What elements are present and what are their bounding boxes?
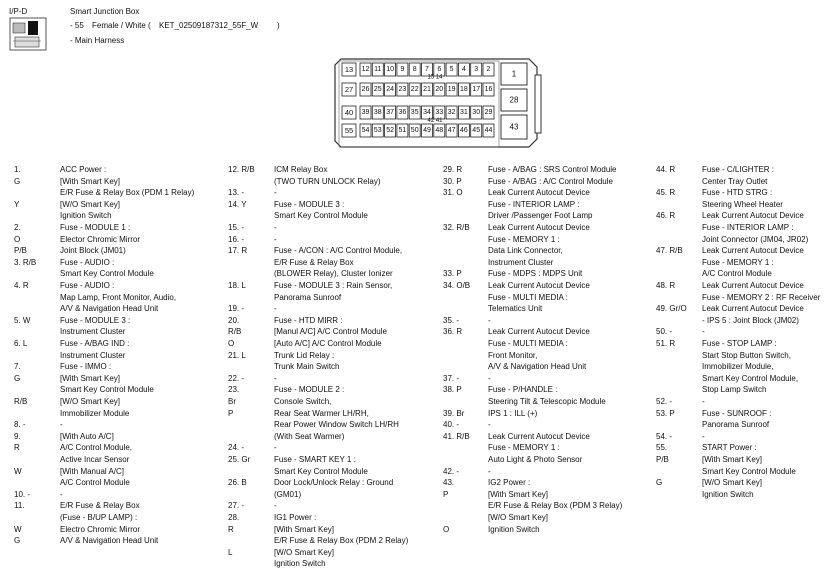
pin-description: Fuse - MDPS : MDPS Unit xyxy=(488,269,583,279)
pin-number: 9 xyxy=(400,66,405,73)
pin-label: 3. R/B xyxy=(14,257,37,267)
pin-description: Fuse - MEMORY 1 : xyxy=(702,257,774,267)
pin-number: 27 xyxy=(344,85,354,94)
pin-label: R xyxy=(228,524,234,534)
pin-label: 4. R xyxy=(14,281,29,290)
pin-number: 17 xyxy=(472,86,481,93)
pin-description: Fuse - IMMO : xyxy=(60,362,112,372)
pin-description: [Auto A/C] A/C Control Module xyxy=(274,339,382,348)
pin-label: 53. P xyxy=(656,408,675,418)
connector-type: Female / White ( xyxy=(92,21,151,30)
pin-description: [With Smart Key] xyxy=(702,455,763,464)
pin-description: Fuse - MEMORY 1 : xyxy=(488,234,560,244)
connector-spec-close: ) xyxy=(277,21,280,30)
pin-label: 31. O xyxy=(443,188,463,198)
pin-description: Leak Current Autocut Device xyxy=(702,281,804,290)
pin-label: 29. R xyxy=(443,165,463,174)
pin-label: 30. P xyxy=(443,176,462,186)
pin-label: 26. B xyxy=(228,478,247,488)
pin-label: 7. xyxy=(14,362,21,372)
small-pin-numbers: 15 14 xyxy=(427,74,443,81)
large-pin-number: 1 xyxy=(511,69,517,79)
pin-label: 1. xyxy=(14,165,21,174)
pin-description: Rear Seat Warmer LH/RH, xyxy=(274,408,369,418)
pin-label: 34. O/B xyxy=(443,281,471,290)
pin-description: Trunk Main Switch xyxy=(274,362,340,372)
pin-description: Fuse - MEMORY 1 : xyxy=(488,443,560,453)
pin-label: 10. - xyxy=(14,489,31,499)
pin-description: Center Tray Outlet xyxy=(702,176,768,186)
pin-label: 45. R xyxy=(656,188,676,198)
pin-description: - xyxy=(60,489,63,499)
pin-description: Fuse - A/CON : A/C Control Module, xyxy=(274,246,403,256)
pin-label: 33. P xyxy=(443,269,462,279)
pin-description: E/R Fuse & Relay Box (PDM 1 Relay) xyxy=(60,188,195,198)
pin-label: 2. xyxy=(14,223,21,232)
pin-description: Steering Wheel Heater xyxy=(702,199,783,209)
pin-label: 46. R xyxy=(656,211,676,221)
pin-label: 49. Gr/O xyxy=(656,304,687,314)
pin-description: Leak Current Autocut Device xyxy=(488,188,590,198)
pin-description: Ignition Switch xyxy=(60,211,112,221)
pin-number: 44 xyxy=(484,127,493,134)
pin-number: 32 xyxy=(447,109,456,116)
pin-number: 20 xyxy=(435,86,444,93)
pin-description: - xyxy=(274,443,277,453)
pin-description: Front Monitor, xyxy=(488,350,538,360)
pin-label: 39. Br xyxy=(443,408,465,418)
pin-label: G xyxy=(656,478,663,488)
pin-number: 36 xyxy=(398,109,407,116)
pin-description: A/C Control Module, xyxy=(60,443,133,453)
pin-description: START Power : xyxy=(702,443,757,453)
pin-label: 48. R xyxy=(656,281,676,290)
pin-description: [With Manual A/C] xyxy=(60,466,125,476)
pin-description: Fuse - MODULE 2 : xyxy=(274,385,345,395)
pin-description: ICM Relay Box xyxy=(274,165,328,174)
connector-pins: - 55 xyxy=(70,21,84,30)
pin-description: [W/O Smart Key] xyxy=(60,199,121,209)
pin-label: 28. xyxy=(228,513,240,522)
pin-description: (BLOWER Relay), Cluster Ionizer xyxy=(274,269,393,279)
pin-description: [Manul A/C] A/C Control Module xyxy=(274,327,387,337)
pin-label: 23. xyxy=(228,385,240,395)
pin-description: Instrument Cluster xyxy=(60,350,126,360)
pin-label: 52. - xyxy=(656,397,673,406)
pin-label: P/B xyxy=(14,246,27,256)
pin-label: 13. - xyxy=(228,188,245,198)
large-pin-number: 43 xyxy=(509,122,519,132)
pin-description: Door Lock/Unlock Relay : Ground xyxy=(274,478,394,488)
pin-label: 38. P xyxy=(443,385,462,395)
pin-number: 48 xyxy=(435,127,444,134)
pin-label: 35. - xyxy=(443,315,460,325)
pin-number: 8 xyxy=(412,66,417,73)
pin-number: 40 xyxy=(344,108,354,117)
pin-number: 4 xyxy=(461,66,466,73)
pin-label: W xyxy=(14,466,22,476)
pin-description: Panorama Sunroof xyxy=(702,420,770,430)
pin-description: - xyxy=(274,373,277,383)
pin-number: 51 xyxy=(398,127,407,134)
pin-description: Fuse - C/LIGHTER : xyxy=(702,165,775,174)
pin-number: 35 xyxy=(410,109,419,116)
harness-name: - Main Harness xyxy=(70,36,125,45)
small-pin-numbers: 42 41 xyxy=(427,118,443,124)
pin-description: Leak Current Autocut Device xyxy=(702,304,804,314)
pin-description: Fuse - A/BAG : SRS Control Module xyxy=(488,165,617,174)
pin-description: Driver /Passenger Foot Lamp xyxy=(488,211,593,221)
pin-description: Panorama Sunroof xyxy=(274,292,342,302)
pin-label: 54. - xyxy=(656,431,673,441)
pin-description: Leak Current Autocut Device xyxy=(488,223,590,232)
pin-description: Instrument Cluster xyxy=(60,327,126,337)
pin-description: - xyxy=(488,373,491,383)
pin-description: [With Smart Key] xyxy=(60,373,121,383)
pin-description: Fuse - MODULE 3 : xyxy=(274,199,345,209)
pin-number: 25 xyxy=(373,86,382,93)
pin-label: 8. - xyxy=(14,420,26,430)
pin-number: 38 xyxy=(373,109,382,116)
pin-description: Fuse - SUNROOF : xyxy=(702,408,772,418)
pin-description: Fuse - INTERIOR LAMP : xyxy=(702,223,794,232)
pin-description: Fuse - A/BAG IND : xyxy=(60,339,130,348)
pin-label: G xyxy=(14,373,21,383)
pin-description: Fuse - A/BAG : A/C Control Module xyxy=(488,176,613,186)
pin-label: 43. xyxy=(443,478,455,488)
pin-number: 52 xyxy=(386,127,394,134)
pin-description: Auto Light & Photo Sensor xyxy=(488,455,583,464)
pin-number: 31 xyxy=(460,109,468,116)
pin-number: 13 xyxy=(344,65,354,74)
pin-description: Immobilizer Module xyxy=(60,408,130,418)
pin-description: E/R Fuse & Relay Box xyxy=(274,257,354,267)
pin-description: - xyxy=(488,466,491,476)
pin-number: 19 xyxy=(447,86,456,93)
connector-part-number: KET_02509187312_55F_W xyxy=(159,21,259,30)
connector-code: I/P-D xyxy=(9,7,28,16)
pin-description: [W/O Smart Key] xyxy=(488,513,549,522)
pin-description: Joint Block (JM01) xyxy=(60,246,126,256)
pin-number: 49 xyxy=(423,127,431,134)
pin-label: 12. R/B xyxy=(228,165,255,174)
pin-label: 9. xyxy=(14,431,21,441)
pin-description: Fuse - MODULE 3 : xyxy=(60,315,131,325)
pin-label: 18. L xyxy=(228,281,246,290)
pin-number: 50 xyxy=(410,127,419,134)
pin-description: Fuse - MULTI MEDIA : xyxy=(488,292,568,302)
pin-number: 10 xyxy=(386,66,394,73)
pin-description: Telematics Unit xyxy=(488,304,543,314)
pin-description: IG1 Power : xyxy=(274,513,317,522)
pin-description: - xyxy=(274,223,277,232)
pin-number: 33 xyxy=(435,109,444,116)
pin-description: Leak Current Autocut Device xyxy=(488,327,590,337)
pin-number: 11 xyxy=(374,66,382,73)
pin-number: 6 xyxy=(437,66,442,73)
connector-latch xyxy=(535,75,541,133)
pin-description: IPS 1 : ILL (+) xyxy=(488,408,538,418)
pin-number: 55 xyxy=(344,126,354,135)
pin-label: 17. R xyxy=(228,246,248,256)
component-title: Smart Junction Box xyxy=(70,7,140,16)
pin-description: Steering Tilt & Telescopic Module xyxy=(488,397,606,406)
pin-description: - xyxy=(488,315,491,325)
pin-number: 5 xyxy=(449,66,454,73)
pin-description: (Fuse - B/UP LAMP) : xyxy=(60,513,138,522)
pin-description: Trunk Lid Relay : xyxy=(274,350,335,360)
pin-description: Electro Chromic Mirror xyxy=(60,524,141,534)
pin-description: Smart Key Control Module xyxy=(274,466,368,476)
pin-description: [With Auto A/C] xyxy=(60,431,114,441)
pin-description: Fuse - AUDIO : xyxy=(60,257,115,267)
pin-number: 3 xyxy=(474,66,479,73)
pin-label: 42. - xyxy=(443,466,460,476)
pin-number: 30 xyxy=(472,109,481,116)
pin-description: Fuse - P/HANDLE : xyxy=(488,385,558,395)
pin-description: - xyxy=(702,327,705,337)
pin-description: Data Link Connector, xyxy=(488,246,563,256)
pin-label: 11. xyxy=(14,501,25,511)
pin-description: (With Seat Warmer) xyxy=(274,431,345,441)
pin-label: 40. - xyxy=(443,420,460,430)
pin-number: 53 xyxy=(373,127,382,134)
pin-label: 44. R xyxy=(656,165,676,174)
pin-description: [W/O Smart Key] xyxy=(60,397,121,406)
pin-description: E/R Fuse & Relay Box (PDM 2 Relay) xyxy=(274,536,409,546)
pin-number: 54 xyxy=(361,127,370,134)
pin-description: [With Smart Key] xyxy=(60,176,121,186)
pin-description: Fuse - MODULE 3 : Rain Sensor, xyxy=(274,281,393,290)
pin-number: 39 xyxy=(361,109,370,116)
pin-number: 24 xyxy=(386,86,394,93)
pin-number: 34 xyxy=(423,109,431,116)
pin-number: 47 xyxy=(447,127,456,134)
pin-number: 18 xyxy=(460,86,468,93)
pin-description: Fuse - INTERIOR LAMP : xyxy=(488,199,580,209)
pin-description: Immobilizer Module, xyxy=(702,362,774,372)
pin-label: W xyxy=(14,524,22,534)
pin-description: A/C Control Module xyxy=(702,269,772,279)
pin-description: Elector Chromic Mirror xyxy=(60,234,141,244)
pin-label: 19. - xyxy=(228,304,245,314)
pin-description: Fuse - AUDIO : xyxy=(60,281,115,290)
pin-label: 27. - xyxy=(228,501,245,511)
pin-description: Fuse - MEMORY 2 : RF Receiver xyxy=(702,292,821,302)
pin-number: 26 xyxy=(361,86,370,93)
pin-description: Smart Key Control Module xyxy=(274,211,368,221)
pin-description: Console Switch, xyxy=(274,397,332,406)
pin-number: 16 xyxy=(484,86,493,93)
pin-description: - xyxy=(702,431,705,441)
pin-description: Fuse - SMART KEY 1 : xyxy=(274,455,356,464)
pin-label: 6. L xyxy=(14,339,28,348)
pin-label: O xyxy=(14,234,21,244)
pin-description: - xyxy=(488,420,491,430)
pin-description: Leak Current Autocut Device xyxy=(488,281,590,290)
pin-label: 24. - xyxy=(228,443,245,453)
pin-description: (GM01) xyxy=(274,489,302,499)
pin-description: - xyxy=(274,188,277,198)
pin-description: A/V & Navigation Head Unit xyxy=(60,536,159,546)
pin-description: Leak Current Autocut Device xyxy=(488,431,590,441)
pin-description: Map Lamp, Front Monitor, Audio, xyxy=(60,292,177,302)
pin-label: 41. R/B xyxy=(443,431,470,441)
pin-description: Joint Connector (JM04, JR02) xyxy=(702,234,809,244)
pin-label: P xyxy=(443,489,449,499)
pin-description: E/R Fuse & Relay Box xyxy=(60,501,140,511)
pin-description: - xyxy=(274,304,277,314)
pin-description: IG2 Power : xyxy=(488,478,531,488)
pin-number: 37 xyxy=(386,109,394,116)
pin-label: P xyxy=(228,408,234,418)
pin-description: ACC Power : xyxy=(60,165,107,174)
pin-description: Fuse - STOP LAMP : xyxy=(702,339,777,348)
pin-label: G xyxy=(14,536,21,546)
pin-description: Ignition Switch xyxy=(488,524,540,534)
connector-face-diagram xyxy=(333,55,543,151)
pin-label: 20. xyxy=(228,315,240,325)
pin-label: 25. Gr xyxy=(228,455,251,464)
pin-description: [W/O Smart Key] xyxy=(702,478,763,488)
pin-label: 51. R xyxy=(656,339,676,348)
pin-description: (TWO TURN UNLOCK Relay) xyxy=(274,176,381,186)
pin-label: 47. R/B xyxy=(656,246,683,256)
pin-description: Smart Key Control Module xyxy=(60,269,154,279)
pin-description: Leak Current Autocut Device xyxy=(702,246,804,256)
pin-label: R/B xyxy=(228,327,242,337)
pin-label: 5. W xyxy=(14,315,31,325)
pin-description: [With Smart Key] xyxy=(488,489,549,499)
pin-label: 32. R/B xyxy=(443,223,470,232)
pin-description: - xyxy=(274,234,277,244)
pin-number: 12 xyxy=(361,66,370,73)
pin-description: Ignition Switch xyxy=(702,489,754,499)
pin-label: Br xyxy=(228,397,236,406)
pin-number: 22 xyxy=(410,86,419,93)
pin-label: R/B xyxy=(14,397,28,406)
pin-label: O xyxy=(443,524,450,534)
pin-description: Start Stop Button Switch, xyxy=(702,350,791,360)
pin-number: 2 xyxy=(486,66,491,73)
pin-description: Rear Power Window Switch LH/RH xyxy=(274,420,399,430)
pin-description: A/C Control Module xyxy=(60,478,130,488)
pin-description: Smart Key Control Module, xyxy=(702,373,799,383)
pin-description: E/R Fuse & Relay Box (PDM 3 Relay) xyxy=(488,501,623,511)
pin-description: Fuse - HTD MIRR : xyxy=(274,315,343,325)
pin-description: - xyxy=(274,501,277,511)
pin-description: Ignition Switch xyxy=(274,559,326,569)
pin-label: R xyxy=(14,443,20,453)
pin-description: Fuse - HTD STRG : xyxy=(702,188,773,198)
pin-label: 22. - xyxy=(228,373,245,383)
location-thumbnail xyxy=(9,17,49,53)
pin-label: 15. - xyxy=(228,223,245,232)
pin-description: Leak Current Autocut Device xyxy=(702,211,804,221)
pin-label: 14. Y xyxy=(228,199,247,209)
pin-number: 21 xyxy=(423,86,431,93)
pin-description: [With Smart Key] xyxy=(274,524,335,534)
pin-description: - xyxy=(702,397,705,406)
pin-description: A/V & Navigation Head Unit xyxy=(60,304,159,314)
pin-description: Smart Key Control Module xyxy=(702,466,796,476)
pin-number: 46 xyxy=(460,127,468,134)
pin-number: 23 xyxy=(398,86,407,93)
pin-label: Y xyxy=(14,199,20,209)
pin-description: Instrument Cluster xyxy=(488,257,554,267)
pin-label: O xyxy=(228,339,235,348)
large-pin-number: 28 xyxy=(509,95,519,105)
pin-number: 7 xyxy=(425,66,429,73)
pin-description: - IPS 5 : Joint Block (JM02) xyxy=(702,315,799,325)
pin-label: 37. - xyxy=(443,373,460,383)
pin-label: 16. - xyxy=(228,234,245,244)
pin-label: 36. R xyxy=(443,327,463,337)
pin-description: Smart Key Control Module xyxy=(60,385,154,395)
pin-label: 50. - xyxy=(656,327,673,337)
pin-label: L xyxy=(228,547,233,557)
pin-description: Stop Lamp Switch xyxy=(702,385,767,395)
pin-label: P/B xyxy=(656,455,669,464)
pin-description: - xyxy=(60,420,63,430)
pin-description: Fuse - MODULE 1 : xyxy=(60,223,131,232)
pin-description: A/V & Navigation Head Unit xyxy=(488,362,587,372)
pin-label: G xyxy=(14,176,21,186)
pin-label: 55. xyxy=(656,443,668,453)
pin-label: 21. L xyxy=(228,350,246,360)
pin-description: Active Incar Sensor xyxy=(60,455,130,464)
pin-description: [W/O Smart Key] xyxy=(274,547,335,557)
pin-number: 29 xyxy=(484,109,493,116)
pin-number: 45 xyxy=(472,127,481,134)
pin-description: Fuse - MULTI MEDIA : xyxy=(488,339,568,348)
